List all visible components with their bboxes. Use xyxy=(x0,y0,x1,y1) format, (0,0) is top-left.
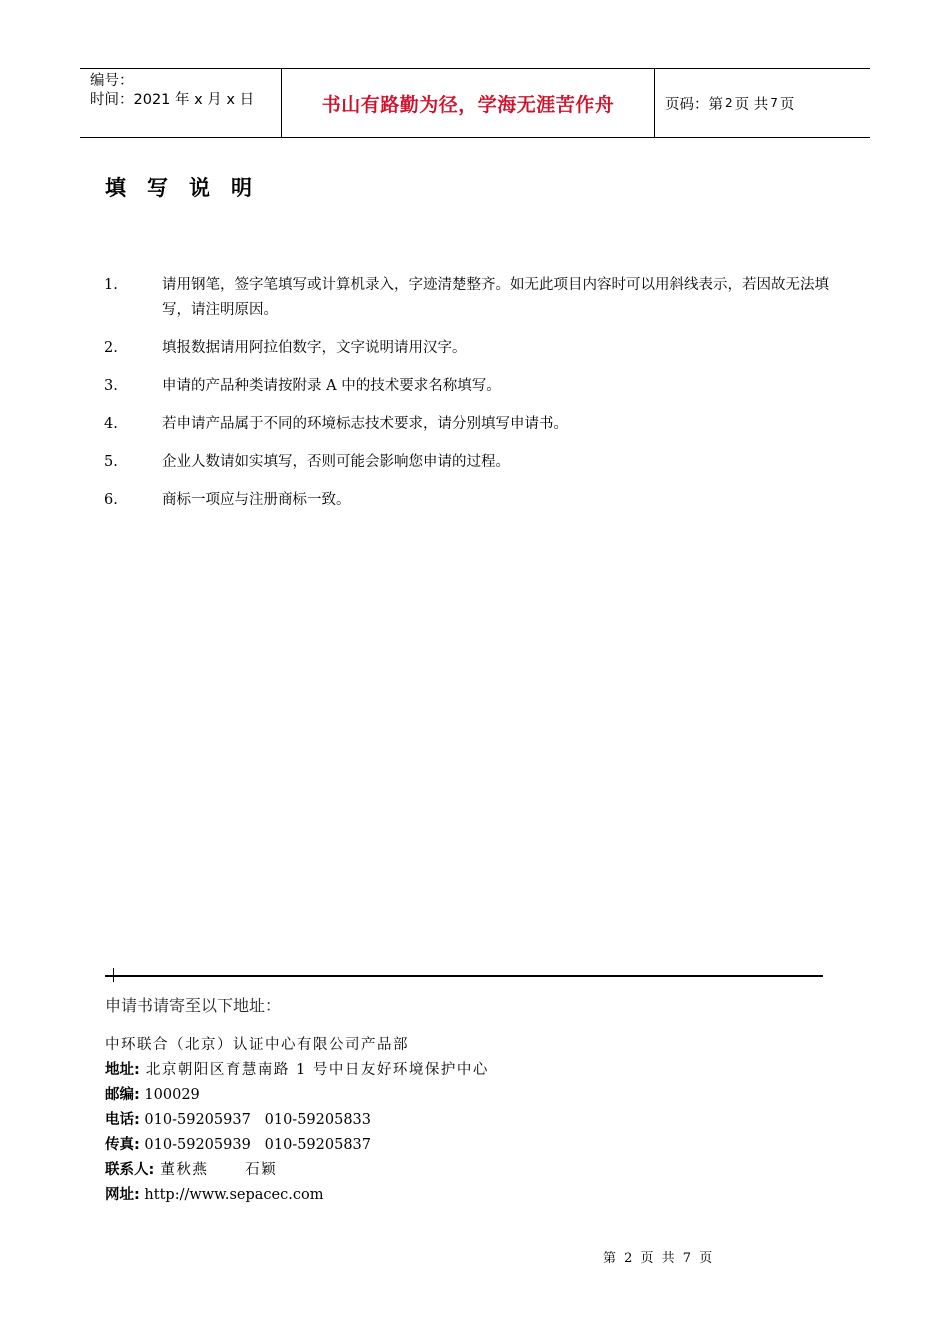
phone-row xyxy=(105,1108,489,1133)
fax-label: 传真: xyxy=(105,1137,140,1153)
header-page-number xyxy=(655,69,870,137)
address-value: 北京朝阳区育慧南路 1 号中日友好环境保护中心 xyxy=(139,1062,489,1078)
website-label: 网址: xyxy=(105,1187,140,1203)
header-meta xyxy=(80,69,282,137)
postcode-label: 邮编: xyxy=(105,1087,140,1103)
item-number: 3. xyxy=(104,378,118,394)
postcode-value: 100029 xyxy=(139,1087,200,1103)
list-item xyxy=(104,336,844,361)
page-mid: 页 共 xyxy=(734,96,769,113)
item-number: 5. xyxy=(104,454,118,470)
address-heading: 申请书请寄至以下地址： xyxy=(105,996,282,1015)
list-item xyxy=(104,374,844,399)
list-item xyxy=(104,273,844,323)
phone-value: 010-59205937 010-59205833 xyxy=(139,1112,372,1128)
list-item xyxy=(104,450,844,475)
contact-person-label: 联系人: xyxy=(105,1162,155,1178)
list-item xyxy=(104,488,844,513)
page-footer: 第 2 页 共 7 页 xyxy=(603,1251,715,1266)
item-text: 申请的产品种类请按附录 A 中的技术要求名称填写。 xyxy=(162,378,501,394)
divider-rule xyxy=(105,975,823,977)
page-suffix: 页 xyxy=(779,96,795,113)
fax-value: 010-59205939 010-59205837 xyxy=(139,1137,372,1153)
list-item xyxy=(104,412,844,437)
fax-row xyxy=(105,1133,489,1158)
address-label: 地址: xyxy=(105,1062,140,1078)
item-text: 企业人数请如实填写，否则可能会影响您申请的过程。 xyxy=(162,454,510,470)
contact-block xyxy=(105,1033,489,1208)
contact-person-value: 董秋燕 石颖 xyxy=(154,1162,278,1178)
time-label: 时间：2021 年 x 月 x 日 xyxy=(90,92,255,108)
number-label: 编号： xyxy=(90,73,134,89)
item-text: 商标一项应与注册商标一致。 xyxy=(162,492,351,508)
org-name: 中环联合（北京）认证中心有限公司产品部 xyxy=(105,1037,409,1053)
item-number: 2. xyxy=(104,340,118,356)
item-text: 填报数据请用阿拉伯数字，文字说明请用汉字。 xyxy=(162,340,467,356)
item-text: 若申请产品属于不同的环境标志技术要求，请分别填写申请书。 xyxy=(162,416,568,432)
website-row xyxy=(105,1183,489,1208)
item-number: 1. xyxy=(104,277,118,293)
instruction-list xyxy=(104,273,844,526)
postcode-row xyxy=(105,1083,489,1108)
page-prefix: 页码：第 xyxy=(665,96,723,113)
contact-person-row xyxy=(105,1158,489,1183)
phone-label: 电话: xyxy=(105,1112,140,1128)
divider-tick xyxy=(113,968,114,982)
website-value: http://www.sepacec.com xyxy=(139,1187,324,1203)
section-title: 填写说明 xyxy=(105,176,273,200)
item-number: 6. xyxy=(104,492,118,508)
address-row xyxy=(105,1058,489,1083)
page-total: 7 xyxy=(770,96,778,110)
item-text: 请用钢笔，签字笔填写或计算机录入，字迹清楚整齐。如无此项目内容时可以用斜线表示，若因故无法填写，请注明原因。 xyxy=(162,277,829,318)
page-current: 2 xyxy=(725,96,733,110)
header-motto: 书山有路勤为径，学海无涯苦作舟 xyxy=(282,69,655,137)
item-number: 4. xyxy=(104,416,118,432)
document-header xyxy=(80,68,870,138)
